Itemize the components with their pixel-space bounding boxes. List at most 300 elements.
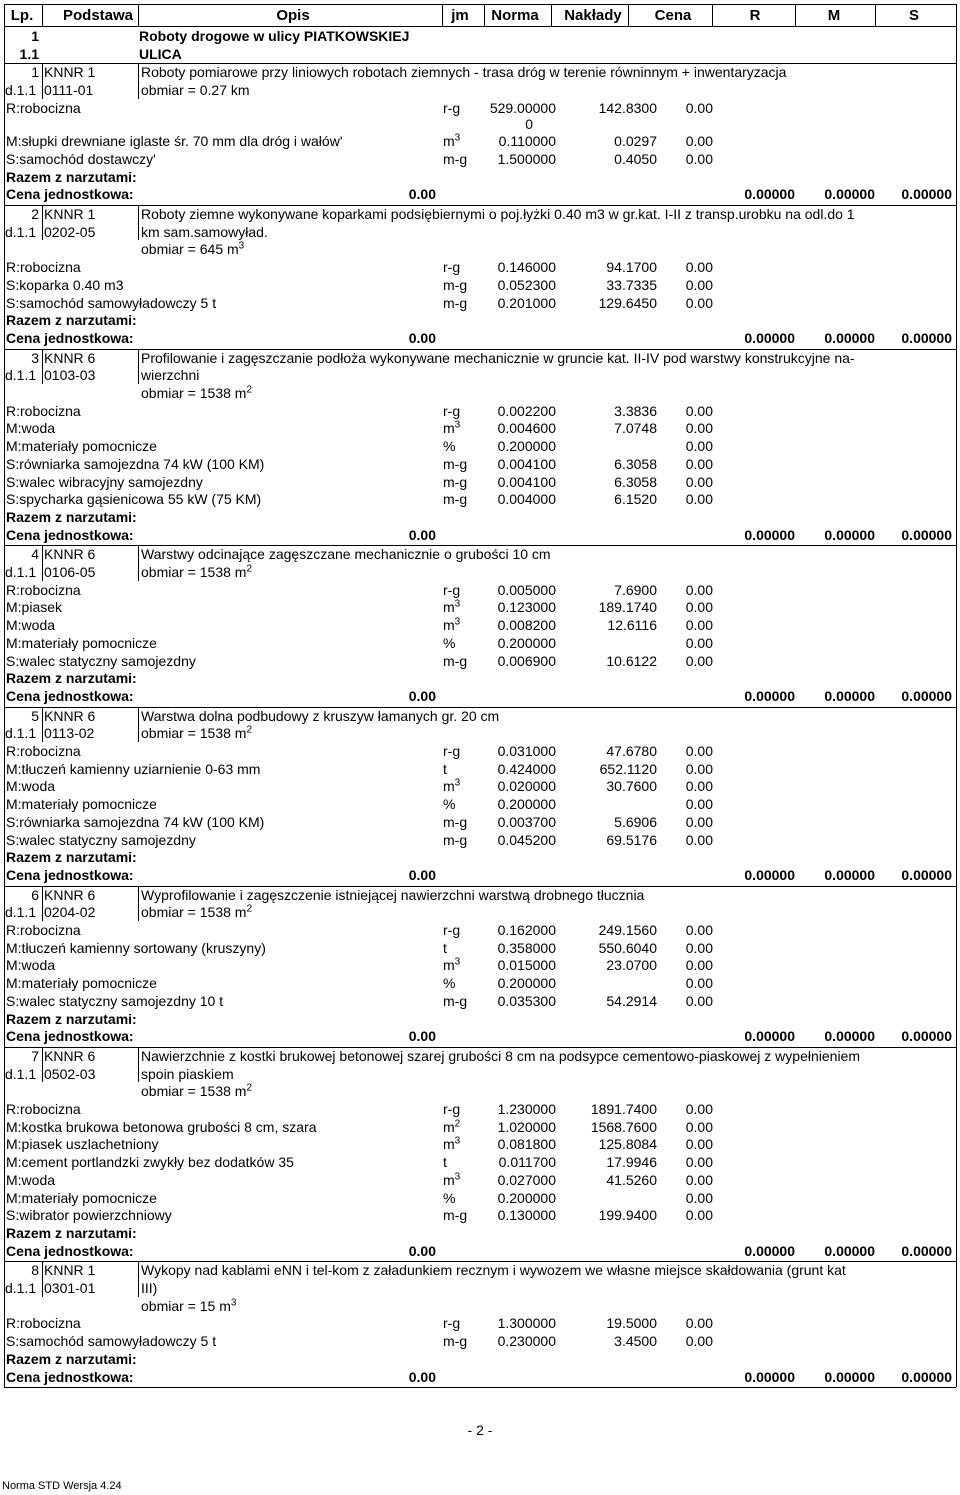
item-basis: KNNR 1	[44, 1262, 96, 1279]
item-number: 6	[31, 886, 39, 903]
table-left-rule	[4, 4, 5, 1387]
resource-norma: 0.008200	[497, 617, 556, 634]
cena-jednostkowa-label: Cena jednostkowa:	[6, 1242, 134, 1259]
rms-value: 0.00000	[901, 1242, 952, 1259]
rms-value: 0.00000	[744, 526, 795, 543]
cena-jednostkowa-label: Cena jednostkowa:	[6, 1368, 134, 1385]
rms-value: 0.00000	[824, 526, 875, 543]
item-basis: KNNR 6	[44, 546, 96, 563]
resource-unit: m-g	[443, 455, 468, 472]
item-description: wierzchni	[141, 367, 200, 384]
resource-naklady: 41.5260	[606, 1171, 657, 1188]
superscript: 3	[454, 132, 461, 144]
resource-unit: m-g	[443, 831, 468, 848]
resource-unit: m-g	[443, 813, 468, 830]
razem-z-narzutami: Razem z narzutami:	[6, 1010, 137, 1027]
item-col-rule	[138, 1261, 139, 1296]
superscript: 3	[454, 598, 461, 610]
resource-unit: $m^3$	[443, 1171, 461, 1188]
item-obmiar: obmiar = 1538 $m^2$	[141, 384, 253, 401]
resource-cena: 0.00	[685, 150, 713, 167]
resource-cena: 0.00	[685, 455, 713, 472]
table-bottom-rule	[4, 1387, 956, 1388]
cena-jednostkowa-value: 0.00	[408, 1242, 436, 1259]
cena-jednostkowa-label: Cena jednostkowa:	[6, 1028, 134, 1045]
razem-z-narzutami: Razem z narzutami:	[6, 1224, 137, 1241]
superscript: 2	[246, 724, 253, 736]
resource-cena: 0.00	[685, 831, 713, 848]
resource-unit: m-g	[443, 473, 468, 490]
item-col-rule	[138, 349, 139, 384]
resource-norma: 0.003700	[497, 813, 556, 830]
resource-cena: 0.00	[685, 599, 713, 616]
cena-jednostkowa-value: 0.00	[408, 526, 436, 543]
resource-naklady: 7.6900	[614, 581, 657, 598]
item-basis-code: 0202-05	[44, 223, 96, 240]
rms-value: 0.00000	[901, 866, 952, 883]
resource-cena: 0.00	[685, 402, 713, 419]
resource-cena: 0.00	[685, 1101, 713, 1117]
resource-unit: $m^3$	[443, 598, 461, 616]
resource-norma: 0.052300	[497, 276, 556, 293]
resource-cena: 0.00	[685, 276, 713, 293]
resource-unit: $m^3$	[443, 777, 461, 795]
resource-naklady: 1891.7400	[590, 1101, 657, 1117]
item-obmiar: obmiar = 15 $m^3$	[141, 1297, 237, 1314]
rms-value: 0.00000	[824, 1368, 875, 1385]
resource-name: M:piasek	[6, 599, 63, 616]
cena-jednostkowa-label: Cena jednostkowa:	[6, 329, 134, 346]
item-basis-code: 0113-02	[44, 725, 95, 742]
resource-name: R:robocizna	[6, 99, 81, 116]
header-m: M	[827, 7, 841, 24]
item-basis-code: 0301-01	[44, 1280, 96, 1296]
item-lp-sub: d.1.1	[5, 725, 37, 742]
item-col-rule	[42, 1261, 43, 1296]
resource-norma: 0.027000	[497, 1171, 556, 1188]
resource-norma: 0.201000	[497, 294, 556, 311]
item-col-rule	[42, 349, 43, 384]
item-number: 1	[31, 64, 39, 81]
resource-norma: 0.200000	[497, 438, 556, 455]
cena-jednostkowa-value: 0.00	[408, 1028, 436, 1045]
resource-cena: 0.00	[685, 1189, 713, 1206]
item-basis: KNNR 6	[44, 1047, 96, 1064]
resource-cena: 0.00	[685, 1207, 713, 1224]
resource-norma: 0.200000	[497, 796, 556, 813]
resource-naklady: 6.1520	[614, 491, 657, 508]
resource-naklady: 6.3058	[614, 455, 657, 472]
resource-name: M:woda	[6, 617, 56, 634]
rms-value: 0.00000	[901, 526, 952, 543]
resource-unit: $m^3$	[443, 1135, 461, 1153]
resource-norma: 0.358000	[497, 939, 556, 956]
resource-naklady: 3.3836	[614, 402, 657, 419]
item-obmiar: obmiar = 1538 $m^2$	[141, 724, 253, 742]
resource-name: M:cement portlandzki zwykły bez dodatków 35	[6, 1154, 294, 1171]
item-obmiar: obmiar = 1538 $m^2$	[141, 1082, 253, 1100]
item-basis-code: 0106-05	[44, 564, 96, 580]
resource-naklady: 142.8300	[598, 99, 657, 116]
resource-norma: 0.200000	[497, 1189, 556, 1206]
item-lp-sub: d.1.1	[5, 367, 37, 384]
resource-cena: 0.00	[685, 133, 713, 150]
resource-unit: %	[443, 975, 456, 992]
item-lp-sub: d.1.1	[5, 564, 37, 580]
superscript: 3	[454, 777, 461, 789]
rms-value: 0.00000	[824, 1028, 875, 1045]
razem-z-narzutami: Razem z narzutami:	[6, 168, 137, 185]
item-basis: KNNR 1	[44, 64, 96, 81]
resource-cena: 0.00	[685, 743, 713, 759]
resource-unit: %	[443, 796, 456, 813]
resource-name: R:robocizna	[6, 1315, 81, 1332]
resource-unit: $m^3$	[443, 956, 461, 974]
resource-naklady: 7.0748	[614, 420, 657, 437]
resource-name: R:robocizna	[6, 402, 81, 419]
resource-unit: %	[443, 1189, 456, 1206]
superscript: 3	[454, 1171, 461, 1183]
resource-norma: 0.020000	[497, 778, 556, 795]
resource-naklady: 12.6116	[607, 617, 657, 634]
item-col-rule	[42, 1047, 43, 1082]
resource-naklady: 0.0297	[614, 133, 657, 150]
resource-naklady: 652.1120	[599, 760, 657, 777]
resource-norma: 0.011700	[498, 1154, 556, 1171]
resource-naklady: 5.6906	[614, 813, 657, 830]
header-col-rule	[551, 4, 552, 26]
resource-name: R:robocizna	[6, 1101, 81, 1117]
resource-naklady: 33.7335	[606, 276, 657, 293]
item-description: Profilowanie i zagęszczanie podłoża wykonywane mechanicznie w gruncie kat. II-IV pod warstwy konstrukcyjne na-	[141, 349, 855, 366]
rms-value: 0.00000	[824, 186, 875, 203]
resource-cena: 0.00	[685, 778, 713, 795]
resource-naklady: 0.4050	[614, 150, 657, 167]
header-col-rule	[442, 4, 443, 26]
resource-naklady: 10.6122	[606, 652, 657, 669]
item-col-rule	[138, 63, 139, 98]
resource-naklady: 249.1560	[598, 922, 657, 938]
header-col-rule	[875, 4, 876, 26]
resource-cena: 0.00	[685, 1154, 713, 1171]
resource-cena: 0.00	[685, 922, 713, 938]
rms-value: 0.00000	[744, 329, 795, 346]
cena-jednostkowa-label: Cena jednostkowa:	[6, 866, 134, 883]
item-description: Wyprofilowanie i zagęszczenie istniejącej nawierzchni warstwą drobnego tłucznia	[141, 886, 645, 903]
resource-name: M:materiały pomocnicze	[6, 975, 157, 992]
item-description: Roboty ziemne wykonywane koparkami podsiębiernymi o poj.łyżki 0.40 m3 w gr.kat. I-II z transp.urobku na odl.do 1	[141, 206, 855, 222]
resource-name: S:samochód dostawczy'	[6, 150, 156, 167]
resource-norma: 1.230000	[497, 1101, 556, 1117]
item-number: 5	[31, 707, 39, 724]
item-number: 8	[31, 1262, 39, 1279]
resource-name: M:woda	[6, 1171, 56, 1188]
resource-name: S:samochód samowyładowczy 5 t	[6, 1333, 217, 1350]
resource-naklady: 1568.7600	[590, 1118, 657, 1135]
resource-naklady: 125.8084	[598, 1136, 657, 1153]
resource-naklady: 3.4500	[614, 1333, 657, 1350]
resource-unit: m-g	[443, 294, 468, 311]
resource-unit: t	[443, 939, 447, 956]
cena-jednostkowa-value: 0.00	[408, 866, 436, 883]
resource-norma: 0.130000	[497, 1207, 556, 1224]
resource-norma: 0.146000	[497, 259, 556, 276]
header-lp: Lp.	[10, 7, 34, 24]
resource-naklady: 30.7600	[606, 778, 657, 795]
item-col-rule	[138, 205, 139, 240]
resource-unit: r-g	[443, 922, 461, 938]
resource-norma: 529.00000	[489, 99, 556, 116]
cena-jednostkowa-value: 0.00	[408, 687, 436, 704]
superscript: 3	[454, 419, 461, 431]
resource-naklady: 199.9400	[598, 1207, 657, 1224]
resource-cena: 0.00	[685, 992, 713, 1009]
item-description: Warstwy odcinające zagęszczane mechanicznie o grubości 10 cm	[141, 546, 551, 563]
resource-unit: m-g	[443, 1207, 468, 1224]
resource-name: M:woda	[6, 957, 56, 974]
header-jm: jm	[451, 7, 469, 24]
item-col-rule	[42, 205, 43, 240]
rms-value: 0.00000	[824, 1242, 875, 1259]
item-basis-code: 0204-02	[44, 904, 96, 921]
razem-z-narzutami: Razem z narzutami:	[6, 1350, 137, 1367]
superscript: 2	[246, 1082, 253, 1094]
resource-cena: 0.00	[685, 294, 713, 311]
cena-jednostkowa-label: Cena jednostkowa:	[6, 526, 134, 543]
resource-unit: r-g	[443, 581, 461, 598]
resource-name: M:tłuczeń kamienny uziarnienie 0-63 mm	[6, 760, 261, 777]
header-opis: Opis	[276, 7, 310, 24]
resource-unit: %	[443, 438, 456, 455]
resource-norma: 1.500000	[497, 150, 556, 167]
resource-name: R:robocizna	[6, 581, 81, 598]
resource-name: R:robocizna	[6, 259, 81, 276]
item-basis-code: 0111-01	[44, 82, 94, 99]
resource-cena: 0.00	[685, 1315, 713, 1332]
resource-cena: 0.00	[685, 957, 713, 974]
resource-naklady: 550.6040	[598, 939, 657, 956]
razem-z-narzutami: Razem z narzutami:	[6, 508, 137, 525]
resource-name: S:równiarka samojezdna 74 kW (100 KM)	[6, 813, 265, 830]
item-obmiar: obmiar = 1538 $m^2$	[141, 903, 253, 921]
item-number: 7	[31, 1047, 39, 1064]
resource-norma: 0.015000	[497, 957, 556, 974]
item-col-rule	[42, 63, 43, 98]
resource-naklady: 19.5000	[606, 1315, 657, 1332]
resource-norma: 0.045200	[497, 831, 556, 848]
resource-name: M:materiały pomocnicze	[6, 796, 157, 813]
resource-name: M:woda	[6, 420, 56, 437]
item-lp-sub: d.1.1	[5, 1065, 37, 1082]
resource-unit: t	[443, 760, 447, 777]
resource-name: S:walec statyczny samojezdny	[6, 652, 196, 669]
header-cena: Cena	[654, 7, 692, 24]
item-basis: KNNR 6	[44, 349, 96, 366]
superscript: 3	[454, 1135, 461, 1147]
item-col-rule	[138, 1047, 139, 1082]
section-number: 1	[31, 28, 39, 44]
item-number: 4	[31, 546, 39, 563]
item-lp-sub: d.1.1	[5, 82, 37, 99]
resource-naklady: 189.1740	[598, 599, 657, 616]
resource-norma: 1.300000	[497, 1315, 556, 1332]
resource-cena: 0.00	[685, 760, 713, 777]
rms-value: 0.00000	[901, 1028, 952, 1045]
resource-unit: $m^3$	[443, 419, 461, 437]
software-version: Norma STD Wersja 4.24	[2, 1480, 122, 1492]
item-description: km sam.samowyład.	[141, 223, 268, 240]
header-col-rule	[484, 4, 485, 26]
superscript: 2	[246, 563, 253, 575]
resource-unit: m-g	[443, 276, 468, 293]
header-col-rule	[795, 4, 796, 26]
resource-naklady: 129.6450	[598, 294, 657, 311]
resource-cena: 0.00	[685, 473, 713, 490]
cena-jednostkowa-value: 0.00	[408, 329, 436, 346]
header-s: S	[908, 7, 919, 24]
rms-value: 0.00000	[824, 866, 875, 883]
item-basis: KNNR 1	[44, 206, 96, 222]
resource-unit: r-g	[443, 259, 461, 276]
resource-norma: 1.020000	[497, 1118, 556, 1135]
resource-norma: 0.162000	[497, 922, 556, 938]
item-obmiar: obmiar = 0.27 km	[141, 82, 250, 99]
resource-unit: m-g	[443, 1333, 468, 1350]
item-description: III)	[141, 1280, 158, 1296]
resource-cena: 0.00	[685, 1333, 713, 1350]
resource-unit: m-g	[443, 992, 468, 1009]
rms-value: 0.00000	[744, 1028, 795, 1045]
header-col-rule	[42, 4, 43, 26]
resource-name: R:robocizna	[6, 922, 81, 938]
resource-cena: 0.00	[685, 99, 713, 116]
resource-unit: r-g	[443, 402, 461, 419]
superscript: 3	[454, 616, 461, 628]
page-number: - 2 -	[467, 1422, 493, 1438]
resource-norma: 0.005000	[497, 581, 556, 598]
cena-jednostkowa-value: 0.00	[408, 1368, 436, 1385]
resource-name: S:równiarka samojezdna 74 kW (100 KM)	[6, 455, 265, 472]
superscript: 3	[238, 240, 245, 252]
resource-unit: $m^2$	[443, 1118, 461, 1135]
resource-unit: t	[443, 1154, 447, 1171]
resource-unit: m-g	[443, 150, 468, 167]
resource-extra: 0	[525, 115, 533, 132]
rms-value: 0.00000	[744, 186, 795, 203]
item-obmiar: obmiar = 1538 $m^2$	[141, 563, 253, 580]
resource-unit: $m^3$	[443, 132, 461, 150]
resource-norma: 0.004000	[497, 491, 556, 508]
resource-norma: 0.004100	[497, 473, 556, 490]
cena-jednostkowa-value: 0.00	[408, 186, 436, 203]
item-lp-sub: d.1.1	[5, 904, 37, 921]
item-number: 2	[31, 206, 39, 222]
resource-cena: 0.00	[685, 617, 713, 634]
rms-value: 0.00000	[744, 687, 795, 704]
razem-z-narzutami: Razem z narzutami:	[6, 312, 137, 329]
item-col-rule	[138, 545, 139, 580]
superscript: 3	[230, 1297, 237, 1309]
resource-name: M:materiały pomocnicze	[6, 1189, 157, 1206]
razem-z-narzutami: Razem z narzutami:	[6, 849, 137, 866]
resource-name: S:samochód samowyładowczy 5 t	[6, 294, 217, 311]
resource-norma: 0.006900	[497, 652, 556, 669]
item-description: Warstwa dolna podbudowy z kruszyw łamanych gr. 20 cm	[141, 707, 500, 724]
resource-name: S:walec wibracyjny samojezdny	[6, 473, 203, 490]
resource-cena: 0.00	[685, 1118, 713, 1135]
resource-norma: 0.123000	[497, 599, 556, 616]
header-col-rule	[138, 4, 139, 26]
resource-cena: 0.00	[685, 438, 713, 455]
resource-cena: 0.00	[685, 634, 713, 651]
resource-name: M:kostka brukowa betonowa grubości 8 cm, szara	[6, 1118, 317, 1135]
resource-name: S:spycharka gąsienicowa 55 kW (75 KM)	[6, 491, 262, 508]
rms-value: 0.00000	[901, 186, 952, 203]
resource-naklady: 69.5176	[606, 831, 657, 848]
item-col-rule	[42, 886, 43, 921]
header-top-rule	[4, 4, 956, 5]
rms-value: 0.00000	[744, 866, 795, 883]
header-podstawa: Podstawa	[62, 7, 134, 24]
resource-name: M:materiały pomocnicze	[6, 438, 157, 455]
table-right-rule	[956, 4, 957, 1387]
rms-value: 0.00000	[901, 687, 952, 704]
resource-name: M:woda	[6, 778, 56, 795]
item-basis: KNNR 6	[44, 707, 96, 724]
item-lp-sub: d.1.1	[5, 223, 37, 240]
header-norma: Norma	[491, 7, 539, 24]
rms-value: 0.00000	[901, 329, 952, 346]
resource-norma: 0.200000	[497, 975, 556, 992]
razem-z-narzutami: Razem z narzutami:	[6, 670, 137, 687]
item-basis: KNNR 6	[44, 886, 96, 903]
resource-cena: 0.00	[685, 259, 713, 276]
resource-unit: m-g	[443, 652, 468, 669]
resource-unit: r-g	[443, 1101, 461, 1117]
resource-cena: 0.00	[685, 581, 713, 598]
resource-name: M:materiały pomocnicze	[6, 634, 157, 651]
cena-jednostkowa-label: Cena jednostkowa:	[6, 186, 134, 203]
resource-cena: 0.00	[685, 652, 713, 669]
item-basis-code: 0103-03	[44, 367, 96, 384]
resource-norma: 0.031000	[497, 743, 556, 759]
resource-naklady: 54.2914	[606, 992, 657, 1009]
rms-value: 0.00000	[744, 1368, 795, 1385]
superscript: 2	[246, 903, 253, 915]
item-number: 3	[31, 349, 39, 366]
resource-name: M:słupki drewniane iglaste śr. 70 mm dla dróg i wałów'	[6, 133, 343, 150]
item-col-rule	[138, 707, 139, 742]
resource-norma: 0.200000	[497, 634, 556, 651]
resource-unit: m-g	[443, 491, 468, 508]
item-description: Roboty pomiarowe przy liniowych robotach ziemnych - trasa dróg w terenie równinnym + inwentaryzacja	[141, 64, 787, 81]
resource-cena: 0.00	[685, 796, 713, 813]
resource-norma: 0.230000	[497, 1333, 556, 1350]
resource-name: S:koparka 0.40 m3	[6, 276, 124, 293]
header-nakady: Nakłady	[564, 7, 622, 24]
resource-naklady: 47.6780	[606, 743, 657, 759]
resource-name: S:walec statyczny samojezdny	[6, 831, 196, 848]
resource-name: M:piasek uszlachetniony	[6, 1136, 159, 1153]
resource-norma: 0.081800	[497, 1136, 556, 1153]
rms-value: 0.00000	[901, 1368, 952, 1385]
header-r: R	[749, 7, 761, 24]
item-lp-sub: d.1.1	[5, 1280, 37, 1296]
resource-unit: $m^3$	[443, 616, 461, 634]
superscript: 3	[454, 956, 461, 968]
superscript: 2	[454, 1118, 461, 1130]
resource-norma: 0.035300	[497, 992, 556, 1009]
